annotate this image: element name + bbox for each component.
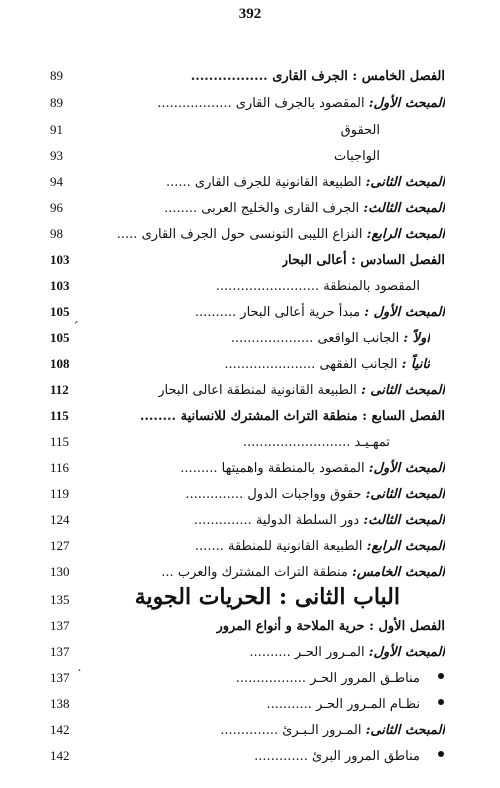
subsection-title: المقصود بالمنطقة — [323, 279, 420, 294]
toc-page-number: 142 — [50, 722, 70, 737]
toc-row — [0, 320, 500, 352]
section-title: الطبيعة القانونية للمنطقة — [228, 539, 363, 554]
bullet — [438, 699, 444, 705]
toc-row — [0, 276, 500, 300]
leader-dots: .......................... — [242, 435, 351, 450]
leader-dots: .................. — [157, 96, 232, 111]
toc-page-number: 105 — [50, 304, 70, 319]
leader-dots: ......................... — [215, 279, 320, 294]
toc-row — [0, 536, 500, 560]
toc-entry — [180, 458, 445, 480]
leader-dots: .................... — [230, 331, 314, 346]
toc-row — [0, 66, 500, 90]
toc-page-number: 138 — [50, 696, 70, 711]
toc-entry — [164, 198, 445, 220]
leader-dots: .......... — [194, 305, 237, 320]
leader-dots: ....... — [194, 539, 224, 554]
section-label: المبحث الخامس: — [352, 565, 445, 580]
page-number: 392 — [238, 6, 262, 22]
section-title: دور السلطة الدولية — [255, 513, 360, 528]
section-label: المبحث الأول: — [368, 461, 445, 476]
toc-row — [0, 668, 500, 692]
section-title: مبدأ حرية أعالى البحار — [240, 305, 361, 320]
leader-dots: .......... — [249, 645, 291, 660]
toc-row — [0, 510, 500, 534]
toc-entry — [282, 250, 445, 272]
leader-dots: ...................... — [224, 357, 316, 372]
toc-entry — [194, 510, 445, 532]
chapter-title: الفصل السابع : منطقة التراث المشترك للانسانية — [180, 409, 445, 424]
toc-page-number: 108 — [50, 356, 70, 371]
toc-entry — [224, 354, 430, 376]
toc-entry — [195, 302, 445, 324]
toc-page-number: 137 — [50, 670, 70, 685]
chapter-title: الفصل السادس : أعالى البحار — [281, 253, 445, 268]
section-title: المقصود بالمنطقة واهميتها — [221, 461, 365, 476]
toc-row — [0, 224, 500, 248]
toc-row — [0, 616, 500, 640]
leader-dots: .............. — [185, 487, 244, 502]
section-title: النزاع الليبى التونسى حول الجرف القارى — [141, 227, 363, 242]
section-label: المبحث الثانى: — [365, 723, 445, 738]
toc-page-number: 98 — [50, 226, 63, 241]
bullet — [438, 673, 444, 679]
toc-entry — [166, 172, 445, 194]
toc-entry — [216, 276, 420, 298]
subsection-label: اولاً : — [403, 331, 430, 346]
toc-page-number: 105 — [50, 330, 70, 345]
leader-dots: .............. — [193, 513, 252, 528]
toc-page-number: 115 — [50, 434, 70, 449]
toc-page-number: 127 — [50, 538, 70, 553]
section-title: حقوق وواجبات الدول — [247, 487, 362, 502]
toc-row — [0, 694, 500, 718]
toc-entry — [236, 668, 420, 690]
section-title: المـرور الـبـرئ — [282, 723, 362, 738]
section-label: المبحث الرابع: — [366, 539, 445, 554]
subsection-title: الحقوق — [340, 123, 380, 138]
leader-dots: ........ — [139, 409, 177, 424]
toc-page-number: 89 — [50, 95, 63, 110]
toc-entry — [191, 66, 445, 88]
toc-entry — [254, 746, 420, 768]
toc-page-number: 119 — [50, 486, 70, 501]
toc-row — [0, 584, 500, 614]
section-label: المبحث الثانى: — [365, 175, 445, 190]
toc-entry — [243, 432, 390, 454]
section-label: المبحث الرابع: — [366, 227, 445, 242]
section-label: المبحث الثالث: — [363, 201, 445, 216]
toc-row — [0, 562, 500, 586]
toc-row — [0, 172, 500, 196]
toc-page-number: 91 — [50, 122, 63, 137]
toc-entry — [334, 146, 380, 168]
section-title: المقصود بالجرف القارى — [235, 96, 365, 111]
toc-page-number: 93 — [50, 148, 63, 163]
toc-entry — [117, 224, 445, 246]
toc-entry — [249, 642, 445, 664]
stray-mark: ˊ — [72, 320, 79, 336]
leader-dots: ............. — [254, 749, 308, 764]
toc-page-number: 103 — [50, 278, 70, 293]
toc-page-number: 116 — [50, 460, 70, 475]
toc-row — [0, 642, 500, 666]
section-title: منطقة التراث المشترك والعرب — [177, 565, 348, 580]
toc-page-number: 137 — [50, 644, 70, 659]
stray-mark: ˙ — [76, 668, 83, 684]
toc-entry — [231, 328, 430, 350]
subsection-title: الجانب الفقهى — [319, 357, 398, 372]
leader-dots: ..... — [116, 227, 138, 242]
leader-dots: ................. — [190, 69, 268, 84]
toc-page-number: 124 — [50, 512, 70, 527]
toc-page-number: 96 — [50, 200, 63, 215]
toc-entry — [185, 484, 445, 506]
toc-row — [0, 746, 500, 770]
toc-row — [0, 120, 500, 144]
section-label: المبحث الأول: — [368, 96, 445, 111]
leader-dots: ................. — [235, 671, 306, 686]
section-title: الطبيعة القانونية للجرف القارى — [194, 175, 362, 190]
toc-row — [0, 354, 500, 378]
toc-row — [0, 93, 500, 117]
toc-entry — [220, 720, 445, 742]
subsection-label: ثانياً : — [401, 357, 430, 372]
section-label: المبحث الثالث: — [363, 513, 445, 528]
toc-row — [0, 484, 500, 508]
section-label: المبحث الثانى: — [365, 487, 445, 502]
toc-entry — [266, 694, 420, 716]
toc-entry — [161, 562, 445, 584]
subsection-title: تمهـيـد — [354, 435, 390, 450]
toc-page-number: 112 — [50, 382, 69, 397]
toc-page-number: 135 — [50, 592, 70, 607]
toc-page-number: 130 — [50, 564, 70, 579]
section-title: الطبيعة القانونية لمنطقة اعالى البحار — [158, 383, 357, 398]
leader-dots: ......... — [180, 461, 218, 476]
toc-entry — [195, 536, 445, 558]
toc-row — [0, 720, 500, 744]
section-title: المـرور الحـر — [294, 645, 365, 660]
bullet-title: نظـام المـرور الحـر — [316, 697, 420, 712]
toc-page-number: 115 — [50, 408, 69, 423]
bullet — [438, 751, 444, 757]
toc-row — [0, 406, 500, 430]
leader-dots: ........... — [266, 697, 312, 712]
toc-row — [0, 432, 500, 456]
part-heading: الباب الثانى : الحريات الجوية — [134, 584, 400, 610]
toc-row — [0, 198, 500, 222]
chapter-title: الفصل الأول : حرية الملاحة و أنواع المرور — [216, 619, 445, 634]
toc-row — [0, 146, 500, 170]
subsection-title: الواجبات — [333, 149, 380, 164]
bullet-title: مناطق المرور البرئ — [312, 749, 420, 764]
toc-page-number: 94 — [50, 174, 63, 189]
toc-page-number: 89 — [50, 68, 63, 83]
toc-row — [0, 250, 500, 274]
toc-entry — [157, 93, 445, 115]
toc-page-number: 137 — [50, 618, 70, 633]
chapter-title: الفصل الخامس : الجرف القارى — [272, 69, 445, 84]
toc-entry — [341, 120, 380, 142]
leader-dots: ...... — [165, 175, 191, 190]
section-label: المبحث الأول : — [364, 305, 445, 320]
toc-page-number: 103 — [50, 252, 70, 267]
toc-entry — [140, 406, 445, 428]
toc-row — [0, 380, 500, 404]
toc-row — [0, 458, 500, 482]
toc-entry — [216, 616, 445, 638]
bullet-title: مناطـق المرور الحـر — [310, 671, 420, 686]
section-title: الجرف القارى والخليج العربى — [201, 201, 360, 216]
leader-dots: .............. — [220, 723, 279, 738]
subsection-title: الجانب الواقعى — [317, 331, 400, 346]
leader-dots: ........ — [164, 201, 198, 216]
section-label: المبحث الأول: — [368, 645, 445, 660]
leader-dots: ... — [161, 565, 174, 580]
section-label: المبحث الثانى : — [361, 383, 445, 398]
toc-entry — [158, 380, 445, 402]
toc-page-number: 142 — [50, 748, 70, 763]
